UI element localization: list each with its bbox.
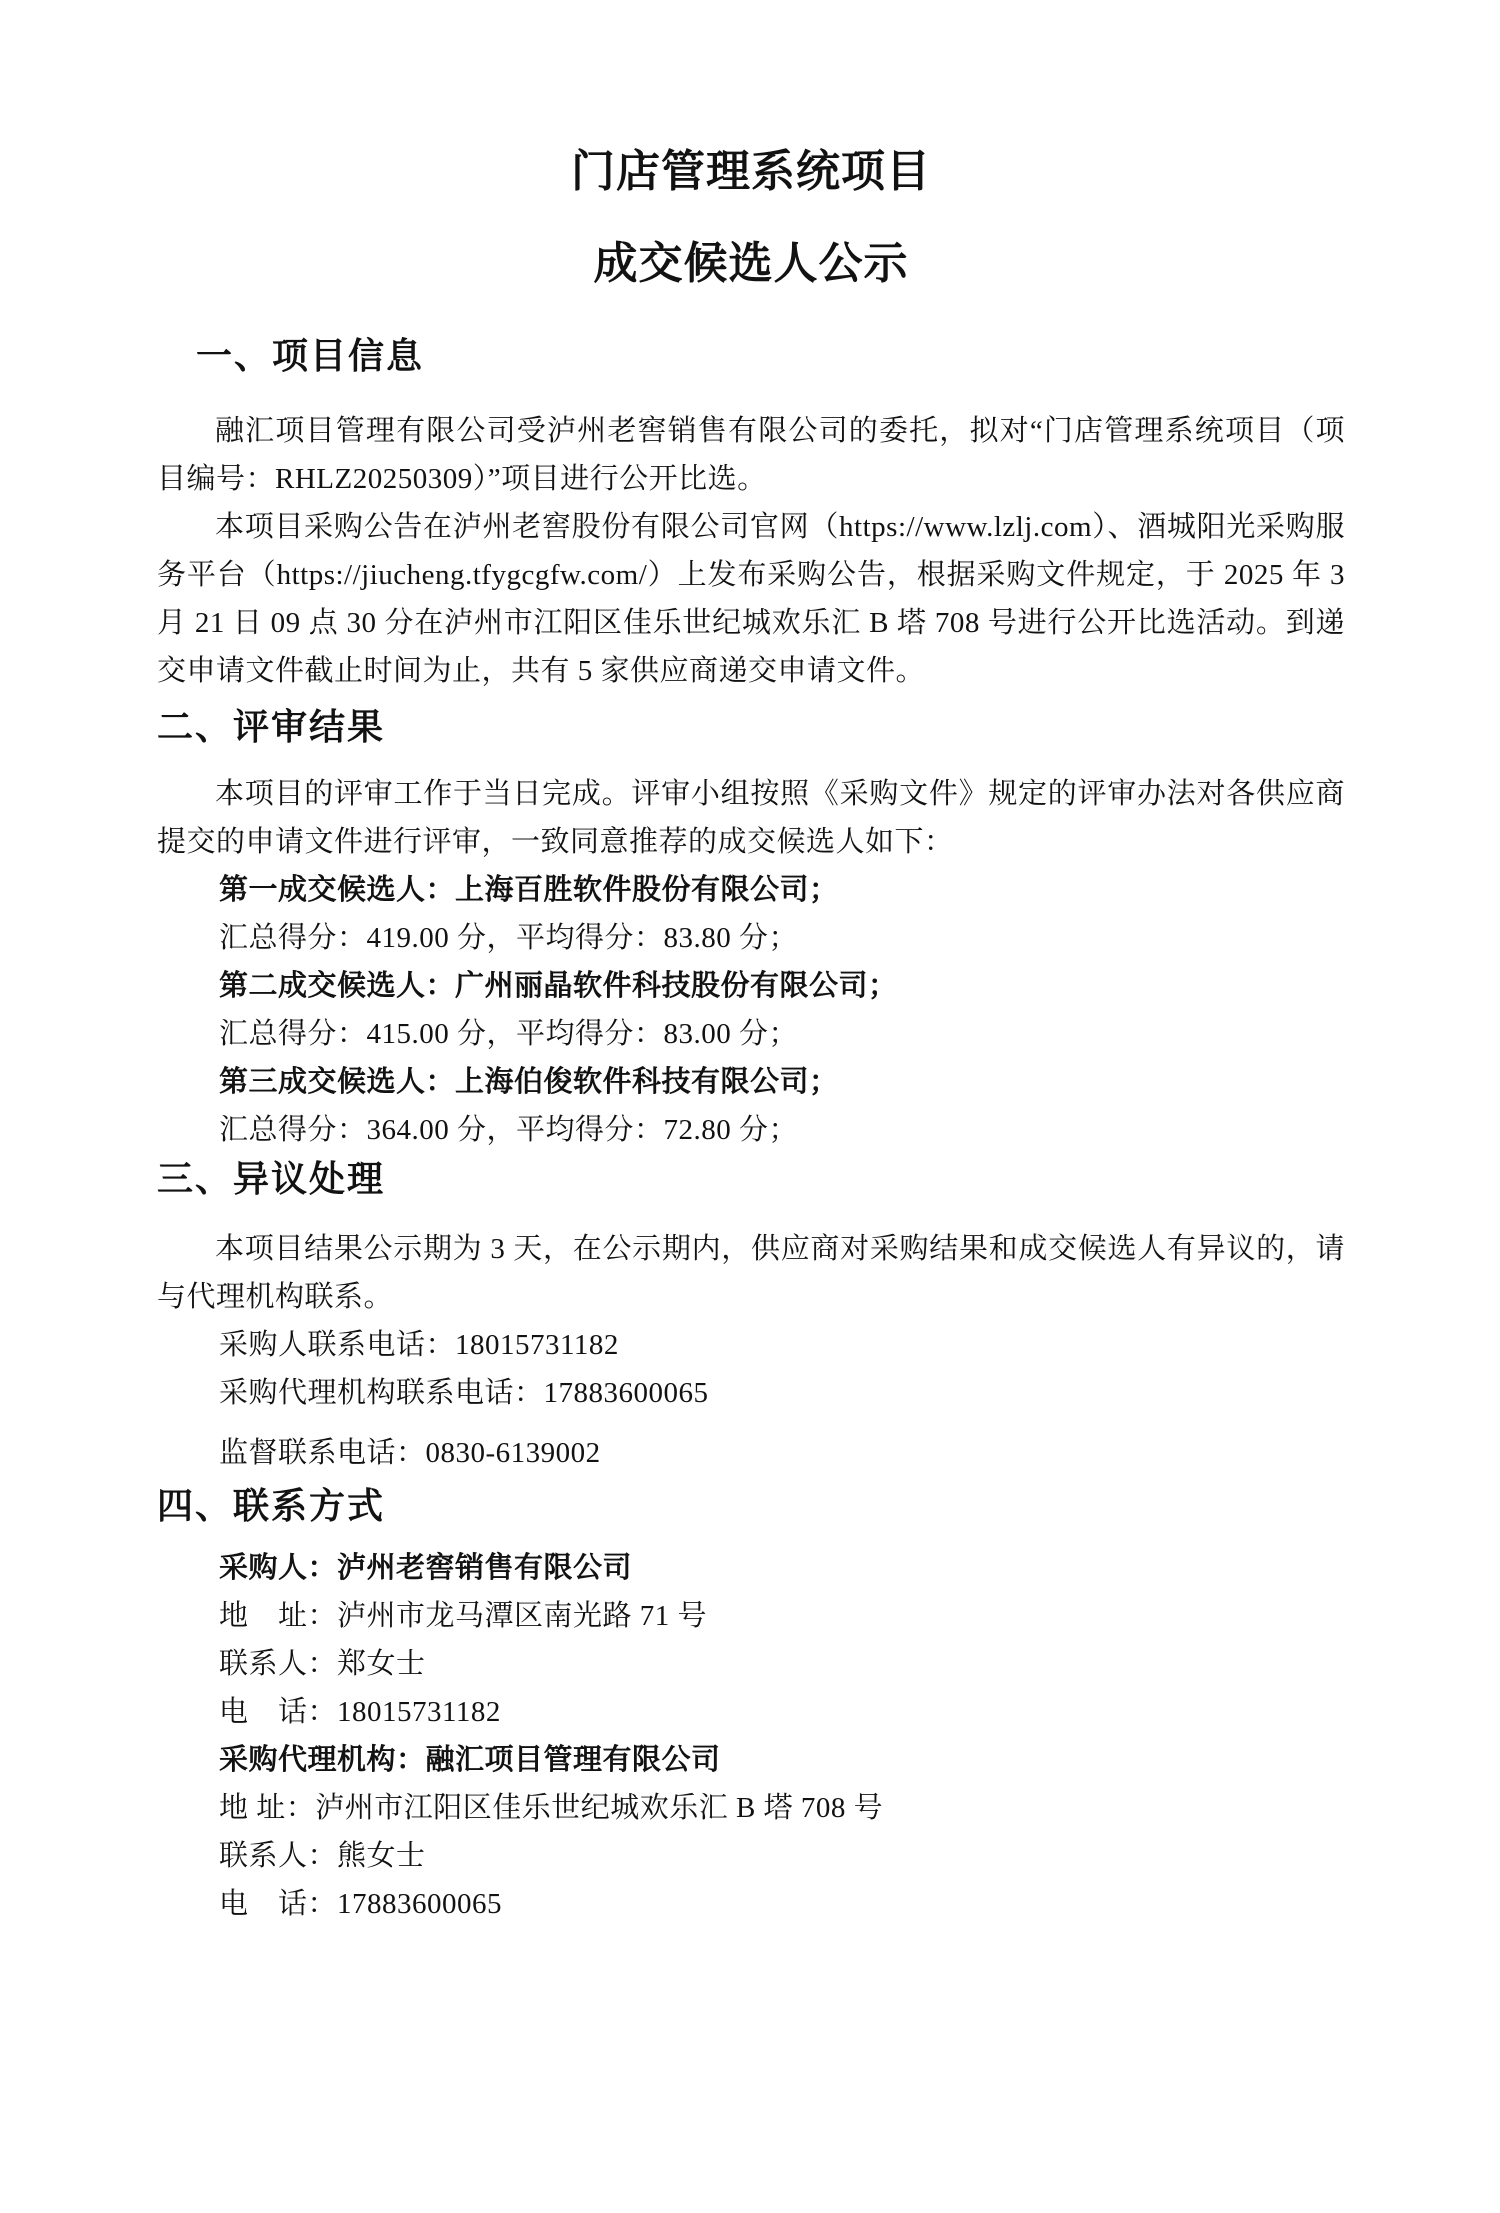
agency-contact-line: 联系人：熊女士 [219, 1840, 426, 1872]
candidate-2-name-line: 第二成交候选人：广州丽晶软件科技股份有限公司； [219, 970, 898, 1002]
project-info-paragraph-1: 融汇项目管理有限公司受泸州老窖销售有限公司的委托，拟对“门店管理系统项目（项目编号：RHLZ20250309）”项目进行公开比选。 [157, 415, 1345, 495]
agency-address-line: 地 址：泸州市江阳区佳乐世纪城欢乐汇 B 塔 708 号 [219, 1792, 884, 1824]
purchaser-phone-detail-line: 电 话：18015731182 [219, 1696, 501, 1728]
document-title: 门店管理系统项目 [571, 147, 931, 196]
supervision-phone-line: 监督联系电话：0830-6139002 [219, 1437, 601, 1469]
agency-name-line: 采购代理机构：融汇项目管理有限公司 [219, 1744, 721, 1776]
candidate-3-name-line: 第三成交候选人：上海伯俊软件科技有限公司； [219, 1066, 839, 1098]
candidate-2-score-line: 汇总得分：415.00 分，平均得分：83.00 分； [219, 1018, 799, 1050]
agency-phone-detail-line: 电 话：17883600065 [219, 1888, 503, 1920]
purchaser-contact-line: 联系人：郑女士 [219, 1648, 426, 1680]
candidate-1-name-line: 第一成交候选人：上海百胜软件股份有限公司； [219, 874, 839, 906]
review-result-paragraph: 本项目的评审工作于当日完成。评审小组按照《采购文件》规定的评审办法对各供应商提交的申请文件进行评审，一致同意推荐的成交候选人如下： [157, 778, 1345, 858]
purchaser-address-line: 地 址：泸州市龙马潭区南光路 71 号 [219, 1600, 708, 1632]
objection-paragraph: 本项目结果公示期为 3 天，在公示期内，供应商对采购结果和成交候选人有异议的，请与代理机构联系。 [157, 1233, 1345, 1313]
project-info-paragraph-2: 本项目采购公告在泸州老窖股份有限公司官网（https://www.lzlj.com）、酒城阳光采购服务平台（https://jiucheng.tfygcgfw.com/）上发布采购公告，根据采购文件规定，于 2025 年 3 月 21 日 09 点 30 分在泸州市江阳区佳乐世纪城欢乐汇 B 塔 708 号进行公开比选活动。到递交申请文件截止时间为止，共有 5 家供应商递交申请文件。 [157, 511, 1345, 687]
section-1-heading: 一、项目信息 [196, 336, 425, 376]
section-3-heading: 三、异议处理 [157, 1159, 386, 1199]
agency-phone-line: 采购代理机构联系电话：17883600065 [219, 1377, 709, 1409]
section-2-heading: 二、评审结果 [157, 707, 386, 747]
candidate-1-score-line: 汇总得分：419.00 分，平均得分：83.80 分； [219, 922, 799, 954]
section-4-heading: 四、联系方式 [157, 1486, 386, 1526]
purchaser-name-line: 采购人：泸州老窖销售有限公司 [219, 1552, 633, 1584]
purchaser-phone-line: 采购人联系电话：18015731182 [219, 1329, 619, 1361]
document-subtitle: 成交候选人公示 [593, 239, 909, 288]
candidate-3-score-line: 汇总得分：364.00 分，平均得分：72.80 分； [219, 1114, 799, 1146]
